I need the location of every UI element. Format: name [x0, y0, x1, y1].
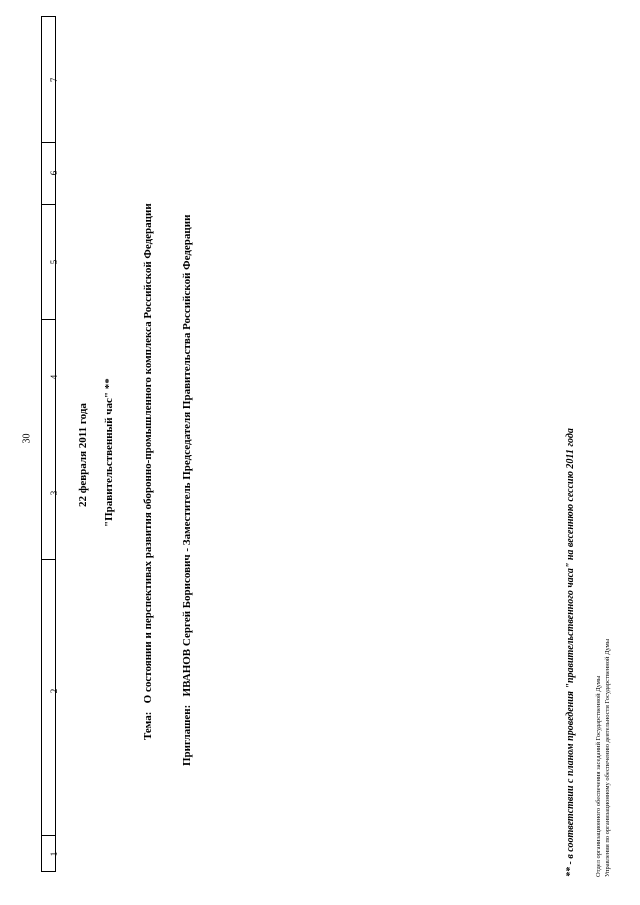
topic-text: О состоянии и перспективах развития оборонно-промышленного комплекса Российской Федерации [142, 203, 154, 704]
column-divider [42, 142, 55, 143]
column-number: 7 [49, 77, 59, 83]
column-number: 5 [49, 259, 59, 265]
topic-label: Тема: [142, 711, 154, 740]
column-divider [42, 204, 55, 205]
column-number: 3 [49, 490, 59, 496]
topic-line [142, 203, 154, 740]
page-number: 30 [21, 433, 33, 444]
column-number: 1 [49, 851, 59, 857]
column-divider [42, 559, 55, 560]
column-divider [42, 835, 55, 836]
footer-line: Отдел организационного обеспечения заседаний Государственной Думы [595, 675, 602, 877]
invited-line [181, 215, 193, 766]
footer-line: Управления по организационному обеспечению деятельности Государственной Думы [604, 638, 611, 877]
column-number: 2 [49, 688, 59, 694]
government-hour-title: "Правительственный час" ** [103, 378, 115, 527]
column-number-strip [41, 16, 56, 872]
invited-label: Приглашен: [181, 704, 193, 766]
column-number: 4 [49, 374, 59, 380]
column-number: 6 [49, 170, 59, 176]
invited-text: ИВАНОВ Сергей Борисович - Заместитель Председателя Правительства Российской Федерации [181, 214, 193, 697]
footnote: ** - в соответствии с планом проведения "правительственного часа" на весеннюю сессию 2011 года [565, 428, 576, 877]
session-date: 22 февраля 2011 года [77, 403, 89, 507]
column-divider [42, 319, 55, 320]
